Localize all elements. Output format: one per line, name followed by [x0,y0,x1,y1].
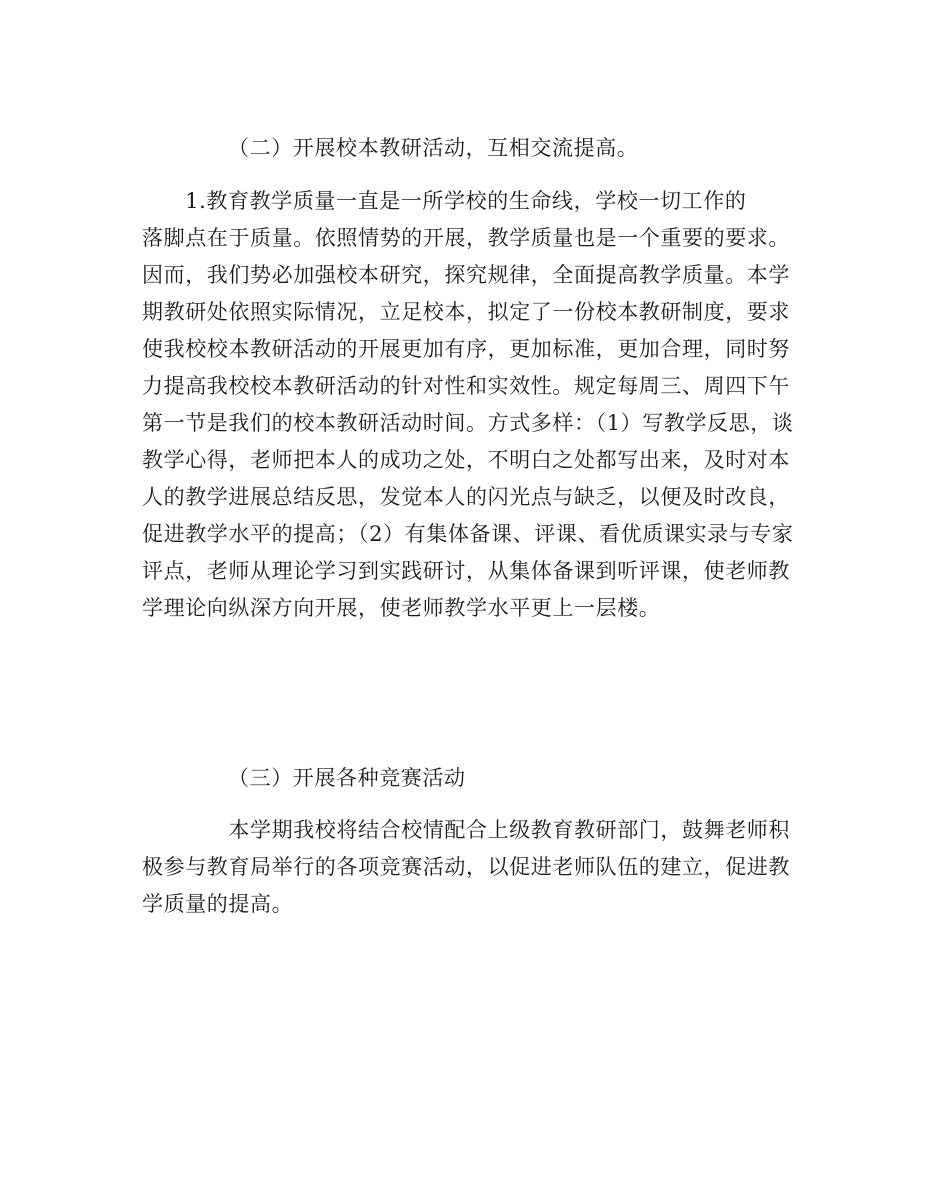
paragraph-line: 评点，老师从理论学习到实践研讨，从集体备课到听评课，使老师教 [142,559,790,583]
section-3-heading [228,760,788,797]
paragraph-line: 学理论向纵深方向开展，使老师教学水平更上一层楼。 [142,596,661,620]
paragraph-line: 学质量的提高。 [142,892,294,916]
heading-line: （二）开展校本教研活动，互相交流提高。 [228,136,639,160]
paragraph-line: 极参与教育局举行的各项竞赛活动，以促进老师队伍的建立，促进教 [142,855,790,879]
paragraph-line: 促进教学水平的提高；（2）有集体备课、评课、看优质课实录与专家 [142,522,794,546]
paragraph-line: 力提高我校校本教研活动的针对性和实效性。规定每周三、周四下午 [142,374,790,398]
paragraph-line: 1.教育教学质量一直是一所学校的生命线，学校一切工作的 [142,189,747,213]
paragraph-line: 人的教学进展总结反思，发觉本人的闪光点与缺乏，以便及时改良， [142,485,790,509]
paragraph-line: 因而，我们势必加强校本研究，探究规律，全面提高教学质量。本学 [142,263,790,287]
paragraph-2 [142,812,810,923]
paragraph-line: 本学期我校将结合校情配合上级教育教研部门，鼓舞老师积 [142,818,790,842]
section-2-heading [228,130,788,167]
paragraph-1 [142,183,810,627]
paragraph-line: 期教研处依照实际情况，立足校本，拟定了一份校本教研制度，要求 [142,300,790,324]
paragraph-line: 第一节是我们的校本教研活动时间。方式多样：（1）写教学反思，谈 [142,411,794,435]
heading-line: （三）开展各种竞赛活动 [228,766,466,790]
paragraph-line: 教学心得，老师把本人的成功之处，不明白之处都写出来，及时对本 [142,448,790,472]
paragraph-line: 使我校校本教研活动的开展更加有序，更加标准，更加合理，同时努 [142,337,790,361]
paragraph-line: 落脚点在于质量。依照情势的开展，教学质量也是一个重要的要求。 [142,226,790,250]
